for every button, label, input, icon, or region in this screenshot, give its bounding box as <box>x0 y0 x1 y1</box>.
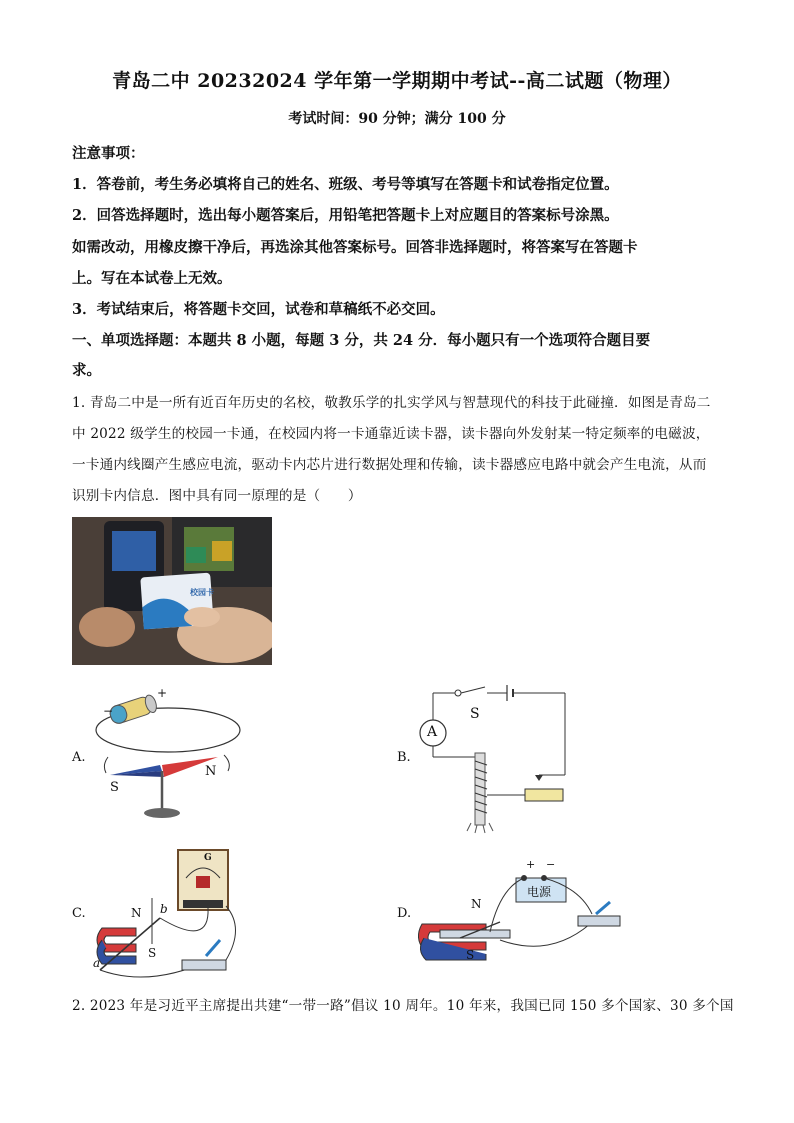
option-b-figure <box>415 683 575 833</box>
option-d-label: D. <box>397 906 412 921</box>
question-1-line-4: 识别卡内信息．图中具有同一原理的是（ ） <box>72 488 362 504</box>
option-c-figure <box>90 848 260 978</box>
option-a-s: S <box>110 780 119 795</box>
exam-info: 考试时间：90 分钟；满分 100 分 <box>288 111 506 127</box>
power-source-label: 电源 <box>527 885 552 899</box>
option-d-figure <box>420 858 630 968</box>
option-c-a: a <box>93 956 101 970</box>
option-a-plus: + <box>157 686 168 700</box>
question-1-line-2: 中 2022 级学生的校园一卡通，在校园内将一卡通靠近读卡器，读卡器向外发射某一特定频率的电磁波， <box>72 426 710 442</box>
question-1-line-3: 一卡通内线圈产生感应电流，驱动卡内芯片进行数据处理和传输，读卡器感应电路中就会产生电流，从而 <box>72 457 707 473</box>
section-heading-cont: 求。 <box>72 362 101 379</box>
option-b-label: B. <box>397 750 411 765</box>
section-heading: 一、单项选择题：本题共 8 小题，每题 3 分，共 24 分．每小题只有一个选项符合题目要 <box>72 332 651 349</box>
notes-item-2-cont: 如需改动，用橡皮擦干净后，再选涂其他答案标号。回答非选择题时，将答案写在答题卡 <box>72 239 638 256</box>
notes-item-2-cont2: 上。写在本试卷上无效。 <box>72 270 232 287</box>
option-a-figure <box>90 685 250 825</box>
notes-item-2: 2．回答选择题时，选出每小题答案后，用铅笔把答题卡上对应题目的答案标号涂黑。 <box>72 207 619 224</box>
card-label: 校园卡 <box>190 587 214 597</box>
notes-item-1: 1．答卷前，考生务必填将自己的姓名、班级、考号等填写在答题卡和试卷指定位置。 <box>72 176 619 193</box>
option-c-s: S <box>148 946 157 960</box>
option-c-label: C. <box>72 906 86 921</box>
option-d-plus: + <box>526 858 536 871</box>
option-d-n: N <box>471 897 482 911</box>
ammeter-label: A <box>427 724 438 740</box>
question-2-line-1: 2. 2023 年是习近平主席提出共建“一带一路”倡议 10 周年。10 年来，我国已同 150 多个国家、30 多个国 <box>72 998 734 1014</box>
campus-card-photo <box>72 517 272 665</box>
option-a-label: A. <box>72 750 86 765</box>
notes-heading: 注意事项： <box>72 145 145 162</box>
option-a-minus: − <box>103 704 114 718</box>
option-c-b: b <box>160 902 168 916</box>
galvanometer-g: G <box>204 853 212 863</box>
option-b-switch: S <box>470 706 480 722</box>
page-title: 青岛二中 20232024 学年第一学期期中考试--高二试题（物理） <box>112 70 682 92</box>
notes-item-3: 3．考试结束后，将答题卡交回，试卷和草稿纸不必交回。 <box>72 301 445 318</box>
option-c-n: N <box>131 906 142 920</box>
option-a-n: N <box>205 764 217 779</box>
option-d-s: S <box>466 948 475 962</box>
question-1-line-1: 1. 青岛二中是一所有近百年历史的名校，敬教乐学的扎实学风与智慧现代的科技于此碰撞．如图是青岛二 <box>72 395 711 411</box>
option-d-minus: − <box>546 858 556 871</box>
